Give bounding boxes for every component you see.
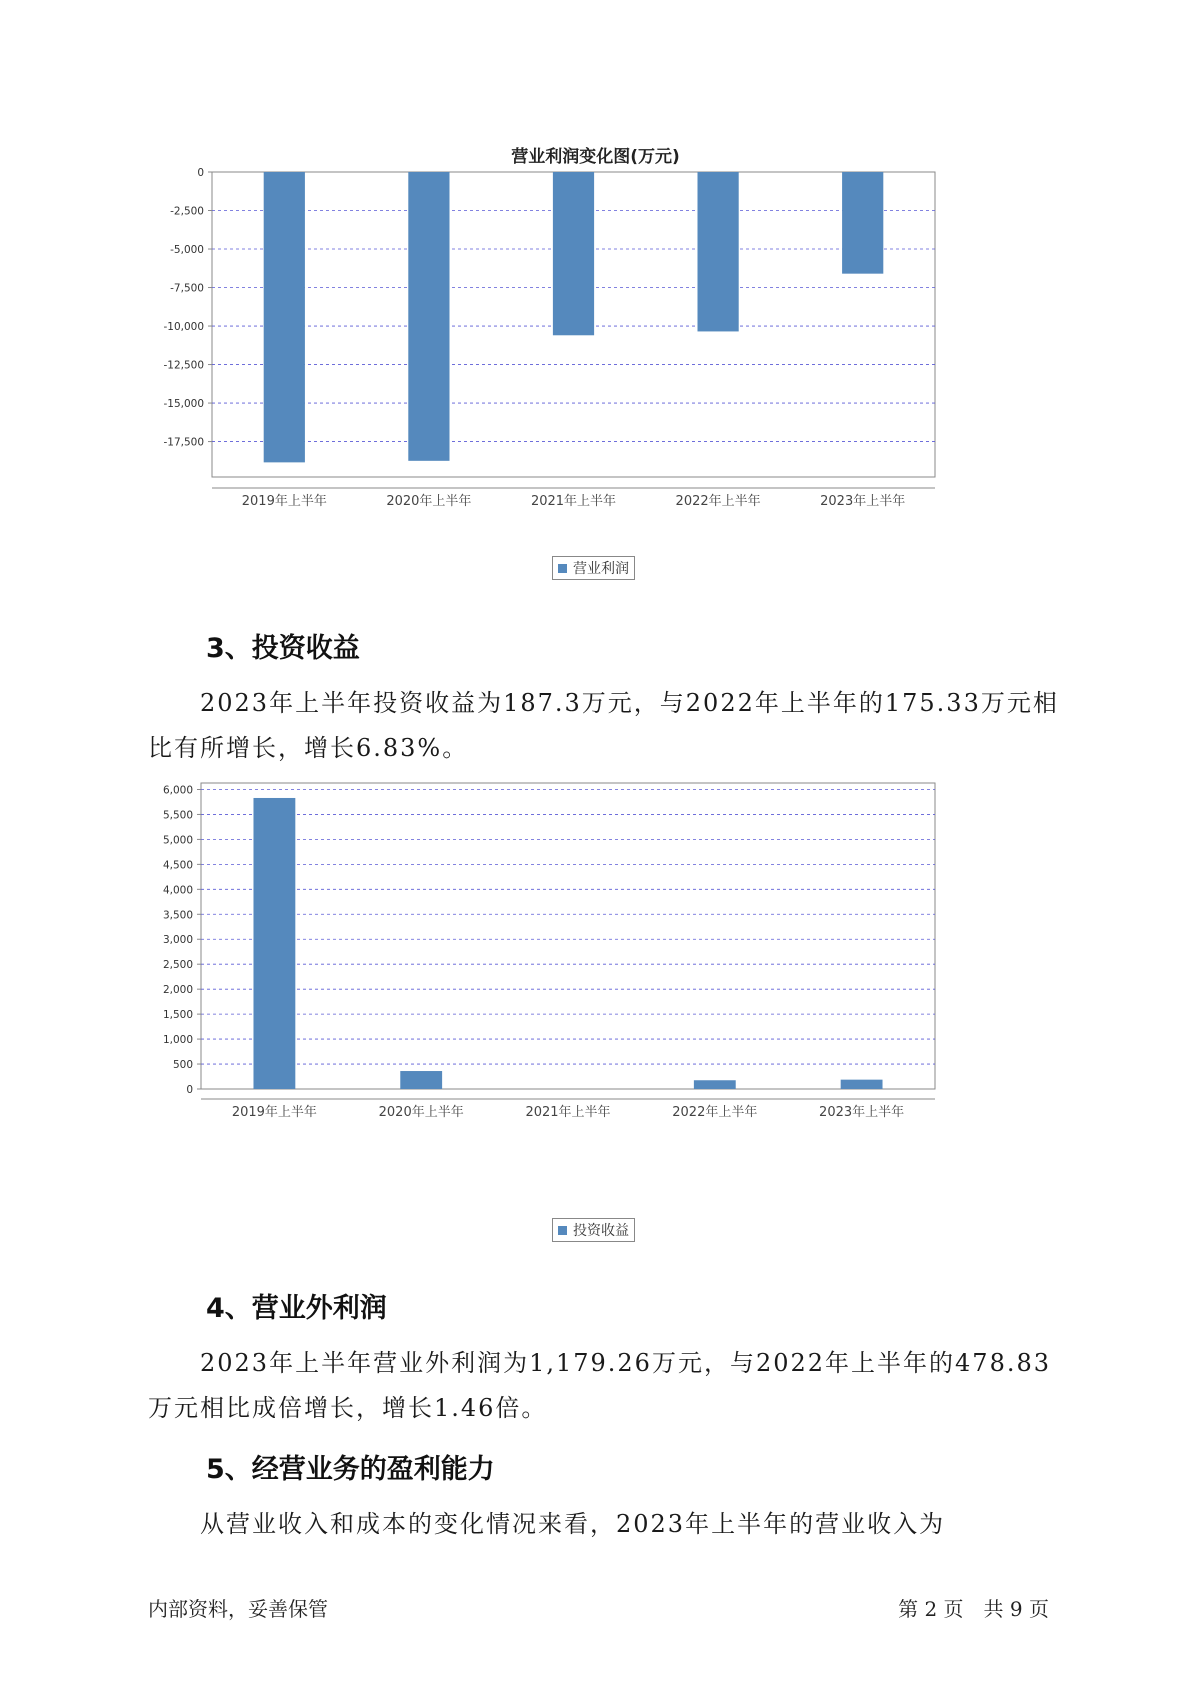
section-heading-business-profitability: 5、经营业务的盈利能力: [206, 1454, 495, 1485]
y-tick-label: 5,000: [162, 834, 193, 847]
y-tick-label: -12,500: [163, 359, 204, 372]
para-line: 从营业收入和成本的变化情况来看，2023年上半年的营业收入为: [200, 1510, 946, 1538]
x-tick-label: 2020年上半年: [386, 494, 472, 509]
x-tick-label: 2019年上半年: [241, 494, 327, 509]
y-tick-label: 1,500: [162, 1009, 193, 1022]
chart-title-operating-profit: 营业利润变化图(万元): [511, 147, 680, 167]
y-tick-label: -2,500: [170, 205, 204, 218]
footer-confidential-note: 内部资料，妥善保管: [148, 1597, 328, 1621]
x-tick-label: 2019年上半年: [231, 1105, 317, 1120]
para-line: 万元相比成倍增长，增长1.46倍。: [148, 1394, 548, 1422]
legend-swatch: [558, 1226, 567, 1235]
para-line: 2023年上半年投资收益为187.3万元，与2022年上半年的175.33万元相: [200, 689, 1059, 717]
plot-area: [201, 783, 935, 1089]
x-tick-label: 2021年上半年: [530, 494, 617, 509]
bar: [400, 1071, 442, 1089]
x-tick-label: 2022年上半年: [672, 1105, 758, 1120]
y-tick-label: 6,000: [162, 784, 193, 797]
y-tick-label: 500: [172, 1059, 193, 1072]
paragraph-business-profitability: [148, 1502, 1068, 1547]
y-tick-label: 2,000: [162, 984, 193, 997]
legend-label: 投资收益: [573, 1223, 629, 1239]
y-tick-label: 4,500: [162, 859, 193, 872]
bar: [253, 798, 295, 1089]
para-line: 比有所增长，增长6.83%。: [148, 734, 469, 762]
paragraph-non-operating-profit: [148, 1341, 1068, 1431]
x-tick-label: 2023年上半年: [819, 1105, 905, 1120]
chart-legend-investment-income: [552, 1218, 635, 1242]
y-tick-label: -5,000: [170, 244, 204, 257]
y-tick-label: 3,500: [162, 909, 193, 922]
x-tick-label: 2020年上半年: [378, 1105, 464, 1120]
y-tick-label: 0: [186, 1084, 193, 1096]
y-tick-label: -15,000: [163, 398, 204, 411]
y-tick-label: 0: [197, 167, 204, 179]
y-tick-label: -7,500: [170, 282, 204, 295]
legend-label: 营业利润: [573, 561, 629, 577]
x-tick-label: 2023年上半年: [820, 494, 906, 509]
x-tick-label: 2022年上半年: [675, 494, 761, 509]
x-tick-label: 2021年上半年: [525, 1105, 611, 1120]
y-tick-label: 5,500: [162, 809, 193, 822]
footer-page-number: 第 2 页 共 9 页: [898, 1597, 1049, 1621]
para-line: 2023年上半年营业外利润为1,179.26万元，与2022年上半年的478.83: [200, 1349, 1052, 1377]
y-tick-label: 4,000: [162, 884, 193, 897]
section-heading-investment-income: 3、投资收益: [206, 633, 360, 664]
y-tick-label: -17,500: [163, 436, 204, 449]
bar: [694, 1080, 736, 1089]
y-tick-label: 1,000: [162, 1034, 193, 1047]
bar: [841, 1080, 883, 1089]
y-tick-label: -10,000: [163, 321, 204, 334]
y-tick-label: 3,000: [162, 934, 193, 947]
section-heading-non-operating-profit: 4、营业外利润: [206, 1293, 387, 1324]
y-tick-label: 2,500: [162, 959, 193, 972]
